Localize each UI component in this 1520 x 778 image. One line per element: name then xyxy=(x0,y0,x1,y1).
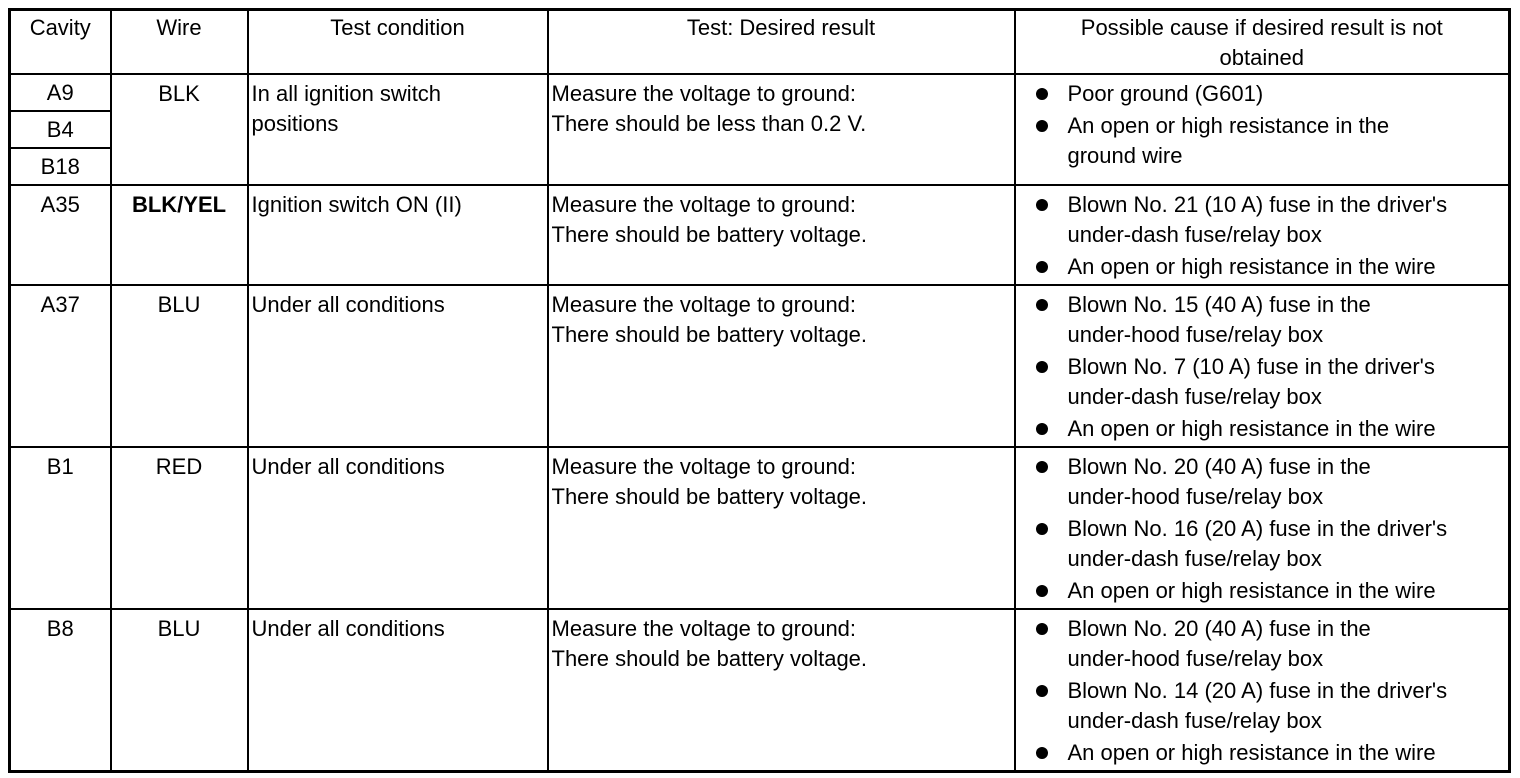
bullet-icon xyxy=(1036,423,1048,435)
cause-text: Blown No. 20 (40 A) fuse in the xyxy=(1067,616,1371,641)
cause-text: Blown No. 21 (10 A) fuse in the driver's xyxy=(1067,192,1448,217)
table-row xyxy=(10,609,1510,772)
cavity-label: B1 xyxy=(46,454,74,479)
bullet-icon xyxy=(1036,685,1048,697)
table-row xyxy=(10,285,1510,447)
test-condition-cell xyxy=(248,447,548,609)
cause-item xyxy=(1016,352,1509,412)
cause-list xyxy=(1016,614,1509,768)
cause-text: An open or high resistance in the wire xyxy=(1067,254,1436,279)
possible-cause-cell xyxy=(1015,447,1510,609)
diagnostic-table xyxy=(8,8,1511,773)
header-test-condition: Test condition xyxy=(248,10,548,75)
cause-text: ground wire xyxy=(1067,143,1183,168)
cause-text: under-hood fuse/relay box xyxy=(1067,646,1324,671)
cause-list xyxy=(1016,79,1509,171)
header-wire: Wire xyxy=(111,10,248,75)
cause-text: Poor ground (G601) xyxy=(1067,81,1264,106)
desired-result-text: Measure the voltage to ground: xyxy=(551,454,857,479)
cause-text: An open or high resistance in the wire xyxy=(1067,740,1436,765)
possible-cause-cell xyxy=(1015,185,1510,285)
cavity-cell xyxy=(10,74,111,185)
desired-result-text: There should be battery voltage. xyxy=(551,322,868,347)
cavity-label: B4 xyxy=(11,110,110,147)
cavity-cell xyxy=(10,609,111,772)
cavity-label: A35 xyxy=(40,192,80,217)
bullet-icon xyxy=(1036,461,1048,473)
cause-text: Blown No. 14 (20 A) fuse in the driver's xyxy=(1067,678,1448,703)
test-condition-cell xyxy=(248,609,548,772)
cause-item xyxy=(1016,190,1509,250)
cause-text: Blown No. 15 (40 A) fuse in the xyxy=(1067,292,1371,317)
cause-item xyxy=(1016,514,1509,574)
cause-item xyxy=(1016,614,1509,674)
cause-item xyxy=(1016,576,1509,606)
bullet-icon xyxy=(1036,261,1048,273)
wire-cell: RED xyxy=(111,447,248,609)
cavity-cell xyxy=(10,185,111,285)
cause-item xyxy=(1016,79,1509,109)
cause-item xyxy=(1016,676,1509,736)
bullet-icon xyxy=(1036,747,1048,759)
cause-text: Blown No. 16 (20 A) fuse in the driver's xyxy=(1067,516,1448,541)
test-condition-text: positions xyxy=(251,111,339,136)
possible-cause-cell xyxy=(1015,285,1510,447)
desired-result-cell xyxy=(548,447,1015,609)
cause-item xyxy=(1016,452,1509,512)
desired-result-cell xyxy=(548,285,1015,447)
bullet-icon xyxy=(1036,361,1048,373)
desired-result-text: Measure the voltage to ground: xyxy=(551,292,857,317)
cause-text: An open or high resistance in the xyxy=(1067,113,1390,138)
cavity-cell xyxy=(10,285,111,447)
cause-list xyxy=(1016,190,1509,282)
header-possible-cause-line1: Possible cause if desired result is not xyxy=(1080,15,1443,40)
header-desired-result: Test: Desired result xyxy=(548,10,1015,75)
cavity-label: A9 xyxy=(46,80,74,105)
desired-result-cell xyxy=(548,74,1015,185)
desired-result-text: There should be less than 0.2 V. xyxy=(551,111,867,136)
cause-text: under-dash fuse/relay box xyxy=(1067,222,1322,247)
header-possible-cause-line2: obtained xyxy=(1219,45,1304,70)
test-condition-cell xyxy=(248,74,548,185)
wire-cell: BLK xyxy=(111,74,248,185)
cause-text: under-hood fuse/relay box xyxy=(1067,322,1324,347)
test-condition-text: In all ignition switch xyxy=(251,81,442,106)
cause-item xyxy=(1016,290,1509,350)
cavity-stack xyxy=(11,75,110,184)
cause-list xyxy=(1016,290,1509,444)
header-row xyxy=(10,10,1510,75)
header-possible-cause xyxy=(1015,10,1510,75)
desired-result-cell xyxy=(548,609,1015,772)
cause-text: Blown No. 20 (40 A) fuse in the xyxy=(1067,454,1371,479)
cause-text: An open or high resistance in the wire xyxy=(1067,416,1436,441)
desired-result-text: Measure the voltage to ground: xyxy=(551,192,857,217)
possible-cause-cell xyxy=(1015,74,1510,185)
bullet-icon xyxy=(1036,523,1048,535)
desired-result-text: Measure the voltage to ground: xyxy=(551,616,857,641)
bullet-icon xyxy=(1036,299,1048,311)
wire-cell: BLU xyxy=(111,285,248,447)
test-condition-text: Under all conditions xyxy=(251,454,445,479)
cause-text: under-dash fuse/relay box xyxy=(1067,546,1322,571)
cause-item xyxy=(1016,738,1509,768)
desired-result-text: Measure the voltage to ground: xyxy=(551,81,857,106)
table-row xyxy=(10,74,1510,185)
wire-cell: BLU xyxy=(111,609,248,772)
cause-list xyxy=(1016,452,1509,606)
bullet-icon xyxy=(1036,585,1048,597)
bullet-icon xyxy=(1036,623,1048,635)
possible-cause-cell xyxy=(1015,609,1510,772)
cavity-cell xyxy=(10,447,111,609)
bullet-icon xyxy=(1036,120,1048,132)
cavity-label: A37 xyxy=(40,292,80,317)
desired-result-text: There should be battery voltage. xyxy=(551,646,868,671)
desired-result-cell xyxy=(548,185,1015,285)
cause-text: under-dash fuse/relay box xyxy=(1067,384,1322,409)
test-condition-text: Under all conditions xyxy=(251,292,445,317)
cavity-label: B18 xyxy=(11,147,110,184)
cause-text: under-dash fuse/relay box xyxy=(1067,708,1322,733)
table-row xyxy=(10,185,1510,285)
bullet-icon xyxy=(1036,199,1048,211)
cause-item xyxy=(1016,111,1509,171)
test-condition-cell xyxy=(248,285,548,447)
test-condition-text: Under all conditions xyxy=(251,616,445,641)
test-condition-text: Ignition switch ON (II) xyxy=(251,192,462,217)
cause-item xyxy=(1016,252,1509,282)
cavity-label: B8 xyxy=(46,616,74,641)
table-row xyxy=(10,447,1510,609)
bullet-icon xyxy=(1036,88,1048,100)
wire-cell: BLK/YEL xyxy=(111,185,248,285)
cause-text: Blown No. 7 (10 A) fuse in the driver's xyxy=(1067,354,1435,379)
desired-result-text: There should be battery voltage. xyxy=(551,222,868,247)
cause-item xyxy=(1016,414,1509,444)
cause-text: An open or high resistance in the wire xyxy=(1067,578,1436,603)
test-condition-cell xyxy=(248,185,548,285)
desired-result-text: There should be battery voltage. xyxy=(551,484,868,509)
header-cavity: Cavity xyxy=(10,10,111,75)
table-body xyxy=(10,74,1510,772)
cause-text: under-hood fuse/relay box xyxy=(1067,484,1324,509)
